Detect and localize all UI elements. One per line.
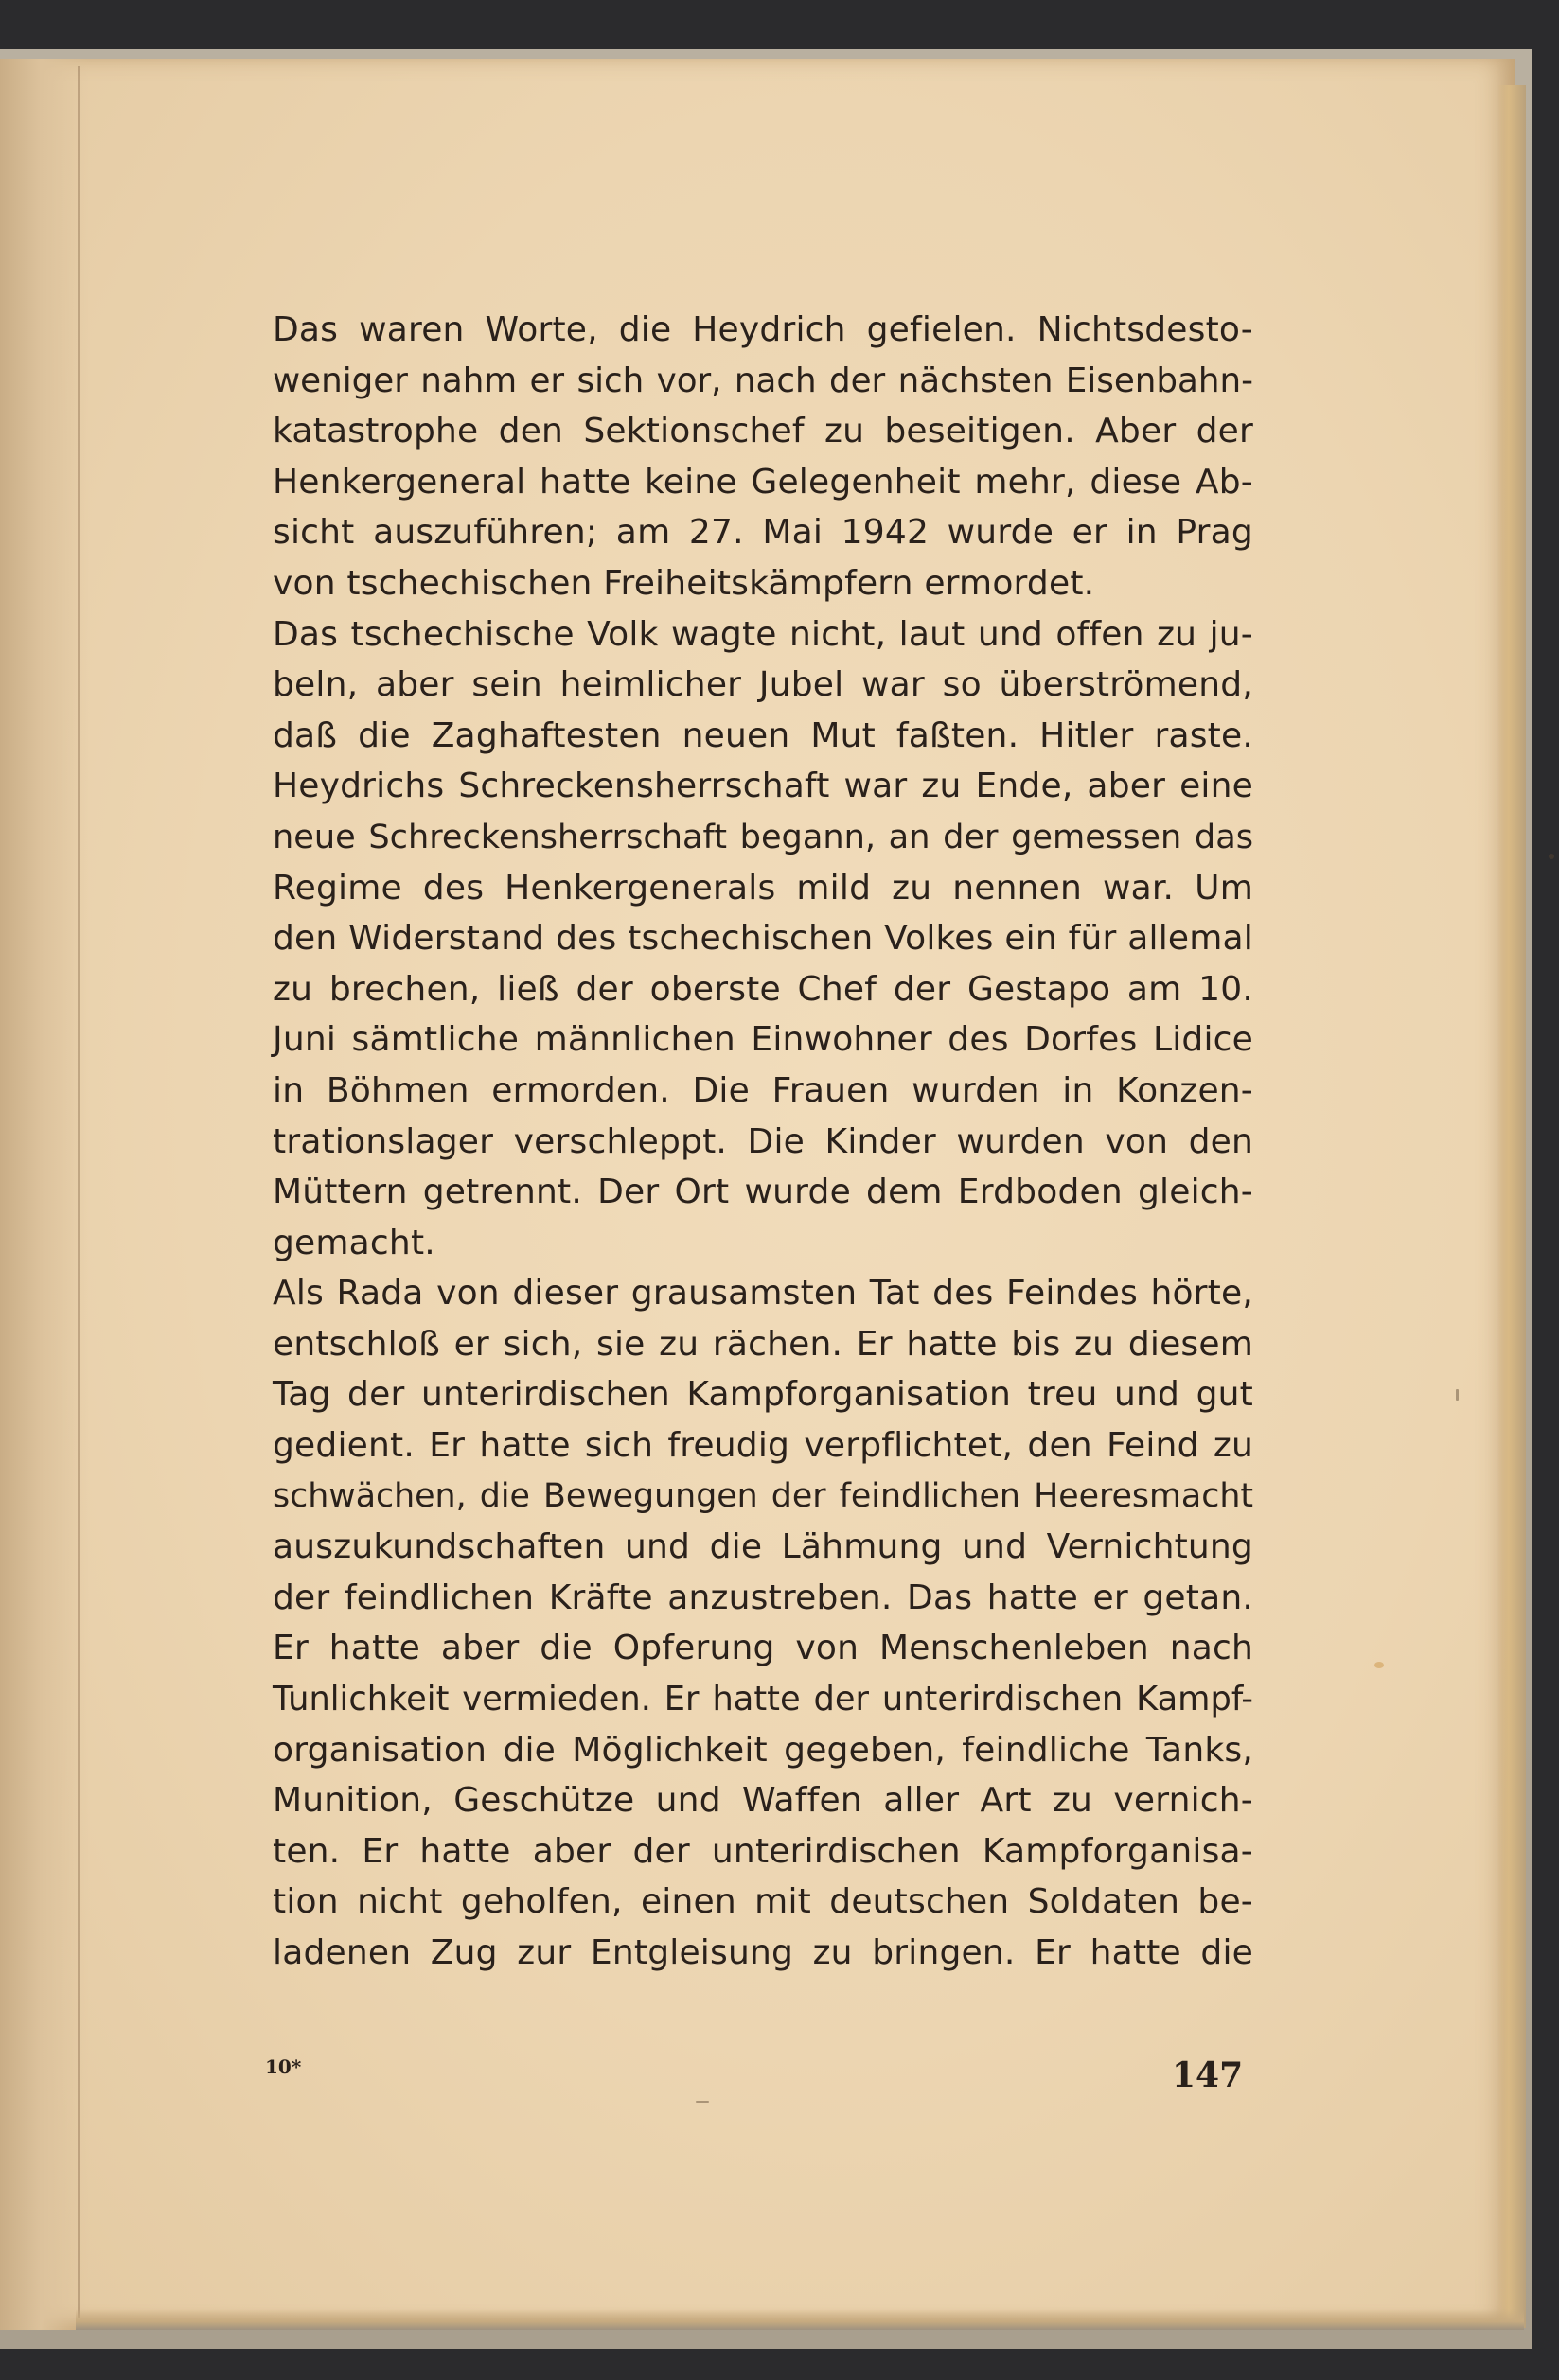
text-line: weniger nahm er sich vor, nach der nächsten Eisenbahn- bbox=[273, 361, 1253, 400]
text-line: entschloß er sich, sie zu rächen. Er hatte bis zu diesem bbox=[273, 1324, 1253, 1364]
page-right-edge bbox=[1497, 85, 1526, 2328]
body-text bbox=[273, 305, 1253, 1979]
text-line: Tunlichkeit vermieden. Er hatte der unterirdischen Kampf- bbox=[273, 1680, 1253, 1719]
text-line: ten. Er hatte aber der unterirdischen Kampforganisa- bbox=[273, 1831, 1253, 1871]
text-line: Juni sämtliche männlichen Einwohner des Dorfes Lidice bbox=[273, 1020, 1253, 1060]
text-line: Das waren Worte, die Heydrich gefielen. Nichtsdesto- bbox=[273, 310, 1253, 349]
text-line: Er hatte aber die Opferung von Menschenleben nach bbox=[273, 1629, 1253, 1668]
text-line: Tag der unterirdischen Kampforganisation treu und gut bbox=[273, 1375, 1253, 1415]
text-line: gemacht. bbox=[273, 1223, 435, 1262]
text-line: schwächen, die Bewegungen der feindlichen Heeresmacht bbox=[273, 1476, 1253, 1515]
text-line: trationslager verschleppt. Die Kinder wurden von den bbox=[273, 1121, 1253, 1161]
spine-crease bbox=[78, 66, 80, 2318]
text-line: zu brechen, ließ der oberste Chef der Gestapo am 10. bbox=[273, 969, 1253, 1009]
paper-speck bbox=[1374, 1662, 1384, 1668]
text-line: Heydrichs Schreckensherrschaft war zu Ende, aber eine bbox=[273, 767, 1253, 806]
text-line: Henkergeneral hatte keine Gelegenheit mehr, diese Ab- bbox=[273, 462, 1253, 502]
paper-speck bbox=[696, 2101, 709, 2103]
page-bottom-edge bbox=[76, 2309, 1524, 2330]
text-line: beln, aber sein heimlicher Jubel war so überströmend, bbox=[273, 665, 1253, 705]
text-line: Das tschechische Volk wagte nicht, laut und offen zu ju- bbox=[273, 614, 1253, 654]
text-line: in Böhmen ermorden. Die Frauen wurden in Konzen- bbox=[273, 1070, 1253, 1110]
text-line: der feindlichen Kräfte anzustreben. Das hatte er getan. bbox=[273, 1578, 1253, 1617]
binding-gutter bbox=[0, 59, 90, 2330]
text-line: auszukundschaften und die Lähmung und Vernichtung bbox=[273, 1527, 1253, 1567]
text-line: Als Rada von dieser grausamsten Tat des Feindes hörte, bbox=[273, 1274, 1253, 1313]
text-line: daß die Zaghaftesten neuen Mut faßten. Hitler raste. bbox=[273, 715, 1253, 755]
text-line: ladenen Zug zur Entgleisung zu bringen. Er hatte die bbox=[273, 1933, 1253, 1972]
text-line: tion nicht geholfen, einen mit deutschen Soldaten be- bbox=[273, 1882, 1253, 1922]
text-line: katastrophe den Sektionschef zu beseitigen. Aber der bbox=[273, 412, 1253, 451]
paper-speck bbox=[1549, 854, 1554, 859]
page-number: 147 bbox=[1172, 2055, 1244, 2095]
text-line: gedient. Er hatte sich freudig verpflichtet, den Feind zu bbox=[273, 1426, 1253, 1466]
text-line: sicht auszuführen; am 27. Mai 1942 wurde er in Prag bbox=[273, 513, 1253, 553]
text-line: Munition, Geschütze und Waffen aller Art zu vernich- bbox=[273, 1781, 1253, 1821]
text-line: organisation die Möglichkeit gegeben, feindliche Tanks, bbox=[273, 1730, 1253, 1770]
signature-mark: 10* bbox=[265, 2055, 302, 2078]
text-line: neue Schreckensherrschaft begann, an der gemessen das bbox=[273, 817, 1253, 856]
text-line: Müttern getrennt. Der Ort wurde dem Erdboden gleich- bbox=[273, 1172, 1253, 1212]
text-line: den Widerstand des tschechischen Volkes ein für allemal bbox=[273, 919, 1253, 959]
paper-speck bbox=[1456, 1389, 1459, 1401]
text-line: Regime des Henkergenerals mild zu nennen war. Um bbox=[273, 868, 1253, 908]
text-line: von tschechischen Freiheitskämpfern ermordet. bbox=[273, 563, 1095, 603]
